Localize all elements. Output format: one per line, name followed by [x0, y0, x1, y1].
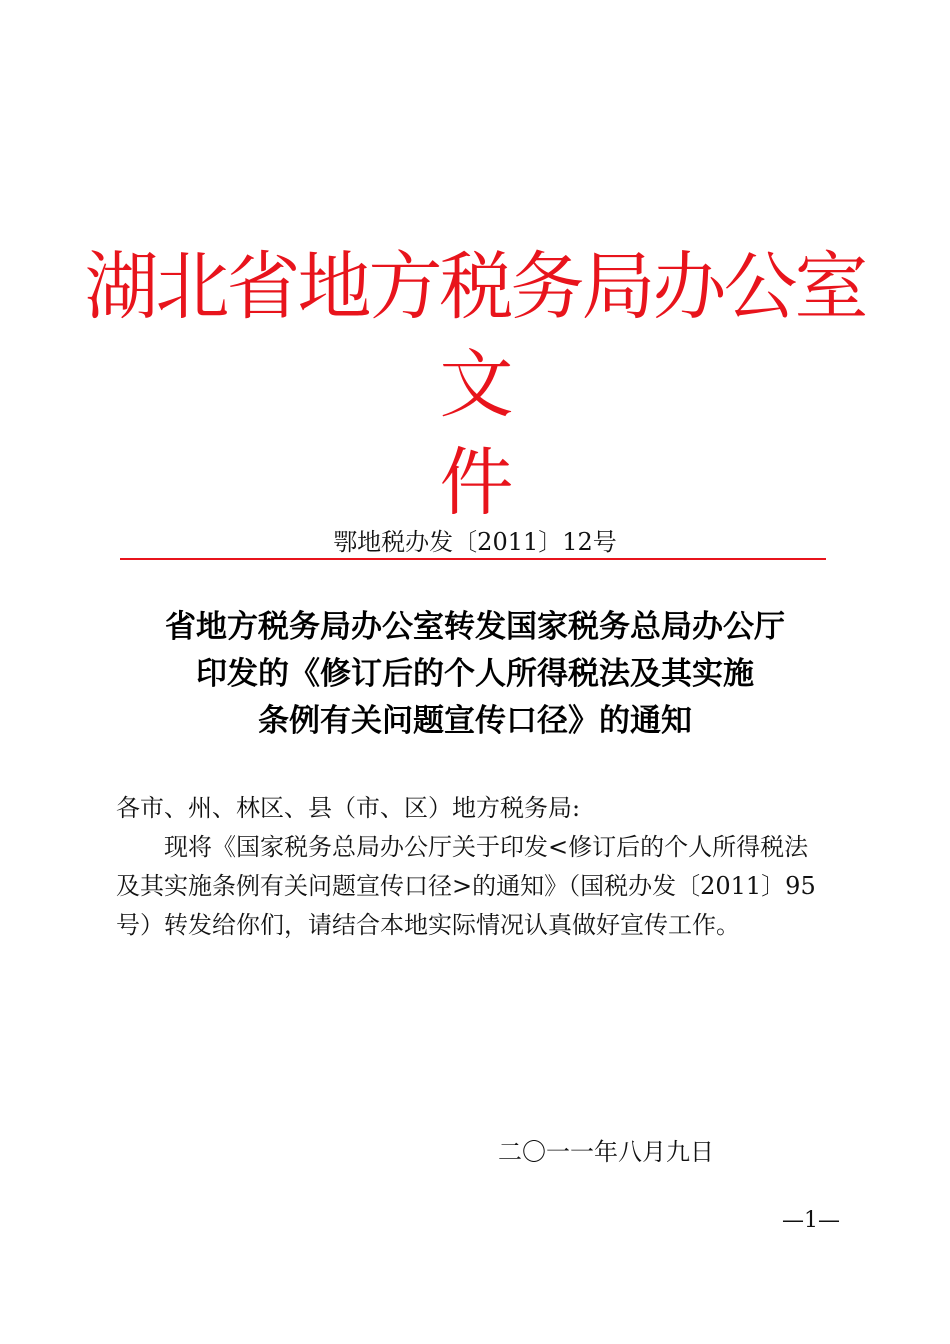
- issuing-authority-header: [60, 238, 890, 532]
- notice-title-line-1: 省地方税务局办公室转发国家税务总局办公厅: [165, 609, 785, 645]
- red-separator-line: [120, 558, 826, 560]
- header-title-line-1: 湖北省地方税务局办公室文: [84, 244, 866, 428]
- notice-title: [100, 604, 850, 745]
- body-paragraph: 现将《国家税务总局办公厅关于印发<修订后的个人所得税法及其实施条例有关问题宣传口径>的通知》（国税办发〔2011〕95号）转发给你们，请结合本地实际情况认真做好宣传工作。: [116, 833, 816, 939]
- document-number: 鄂地税办发〔2011〕12号: [333, 528, 617, 556]
- header-title-line-2: 件: [439, 440, 511, 526]
- issue-date: 二〇一一年八月九日: [498, 1138, 714, 1166]
- addressee-line: 各市、州、林区、县（市、区）地方税务局:: [116, 794, 581, 822]
- notice-title-line-3: 条例有关问题宣传口径》的通知: [258, 703, 692, 739]
- notice-title-line-2: 印发的《修订后的个人所得税法及其实施: [196, 656, 754, 692]
- page-number: —1—: [782, 1208, 840, 1233]
